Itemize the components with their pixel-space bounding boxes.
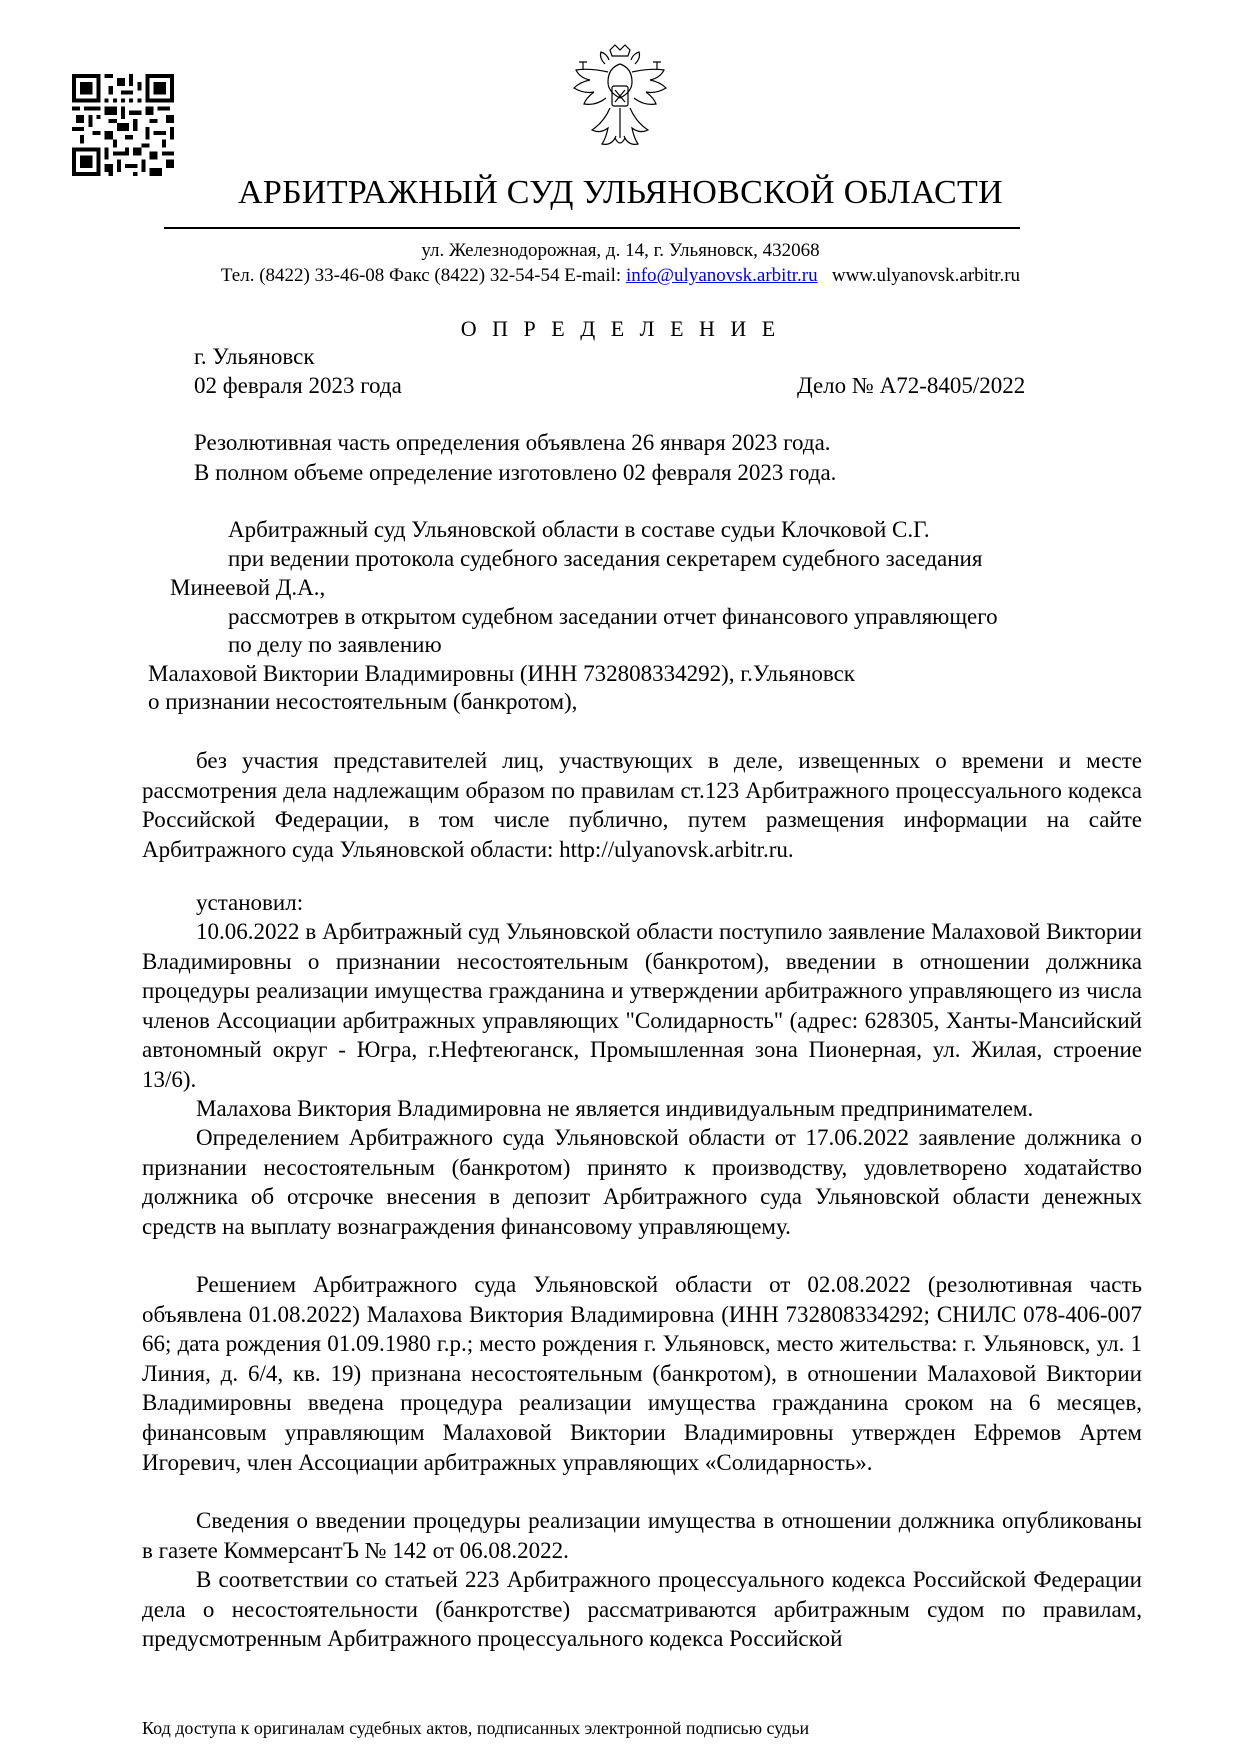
case-number: Дело № А72-8405/2022 — [797, 373, 1026, 398]
resolution-announced: Резолютивная часть определения объявлена 26 января 2023 года. — [194, 430, 831, 455]
court-contacts — [0, 265, 1241, 287]
paragraph-decision: Решением Арбитражного суда Ульяновской области от 02.08.2022 (резолютивная часть объявлена 01.08.2022) Малахова Виктория Владимировна (ИНН 732808334292; СНИЛС 078-406-007 66; дата рождения 01.09.1980 г.р.; место рождения г. Ульяновск, место жительства: г. Ульяновск, ул. 1 Линия, д. 6/4, кв. 19) признана несостоятельным (банкротом), в отношении Малаховой Виктории Владимировны введена процедура реализации имущества гражданина сроком на 6 месяцев, финансовым управляющим Малаховой Виктории Владимировны утвержден Ефремов Артем Игоревич, член Ассоциации арбитражных управляющих «Солидарность». — [142, 1272, 1142, 1475]
document-date: 02 февраля 2023 года — [194, 373, 402, 398]
qr-code — [72, 74, 174, 176]
access-code-footer: Код доступа к оригиналам судебных актов, подписанных электронной подписью судьи — [142, 1718, 810, 1738]
city: г. Ульяновск — [194, 344, 315, 369]
court-address: ул. Железнодорожная, д. 14, г. Ульяновск, 432068 — [421, 240, 820, 261]
coat-of-arms-emblem — [565, 42, 675, 160]
paragraph-ruling-accepted: Определением Арбитражного суда Ульяновской области от 17.06.2022 заявление должника о признании несостоятельным (банкротом) принято к производству, удовлетворено ходатайство должника об отсрочке внесения в депозит Арбитражного суда Ульяновской области денежных средств на выплату вознаграждения финансовому управляющему. — [142, 1125, 1142, 1239]
paragraph-application: 10.06.2022 в Арбитражный суд Ульяновской области поступило заявление Малаховой Виктории Владимировны о признании несостоятельным (банкротом), введении в отношении должника процедуры реализации имущества гражданина и утверждении арбитражного управляющего из числа членов Ассоциации арбитражных управляющих "Солидарность" (адрес: 628305, Ханты-Мансийский автономный округ - Югра, г.Нефтеюганск, Промышленная зона Пионерная, ул. Жилая, строение 13/6). — [142, 919, 1142, 1092]
website-text: www.ulyanovsk.arbitr.ru — [831, 265, 1021, 286]
intro-protocol: при ведении протокола судебного заседания секретарем судебного заседания — [228, 546, 983, 571]
email-link[interactable]: info@ulyanovsk.arbitr.ru — [625, 265, 818, 286]
header-divider — [164, 227, 1020, 229]
intro-applicant: Малаховой Виктории Владимировны (ИНН 732808334292), г.Ульяновск — [148, 661, 855, 686]
intro-secretary: Минеевой Д.А., — [170, 575, 326, 600]
court-name: АРБИТРАЖНЫЙ СУД УЛЬЯНОВСКОЙ ОБЛАСТИ — [238, 174, 1003, 211]
full-text-made: В полном объеме определение изготовлено 02 февраля 2023 года. — [194, 460, 837, 485]
participation-paragraph: без участия представителей лиц, участвующих в деле, извещенных о времени и месте рассмотрения дела надлежащим образом по правилам ст.123 Арбитражного процессуального кодекса Российской Федерации, в том числе публично, путем размещения информации на сайте Арбитражного суда Ульяновской области: http://ulyanovsk.arbitr.ru. — [142, 748, 1142, 862]
intro-case-application: по делу по заявлению — [228, 632, 442, 657]
paragraph-not-entrepreneur: Малахова Виктория Владимировна не является индивидуальным предпринимателем. — [196, 1096, 1034, 1121]
established-label: установил: — [196, 890, 304, 915]
contacts-phone-fax: Тел. (8422) 33-46-08 Факс (8422) 32-54-54 E-mail: — [220, 265, 626, 286]
intro-consideration: рассмотрев в открытом судебном заседании отчет финансового управляющего — [228, 604, 998, 629]
intro-subject: о признании несостоятельным (банкротом), — [148, 689, 578, 714]
document-title: О П Р Е Д Е Л Е Н И Е — [460, 316, 781, 341]
paragraph-article-223: В соответствии со статьей 223 Арбитражного процессуального кодекса Российской Федерации дела о несостоятельности (банкротстве) рассматриваются арбитражным судом по правилам, предусмотренным Арбитражного процессуального кодекса Российской — [142, 1567, 1142, 1652]
intro-court-composition: Арбитражный суд Ульяновской области в составе судьи Клочковой С.Г. — [228, 517, 930, 542]
paragraph-publication: Сведения о введении процедуры реализации имущества в отношении должника опубликованы в газете КоммерсантЪ № 142 от 06.08.2022. — [142, 1508, 1142, 1563]
